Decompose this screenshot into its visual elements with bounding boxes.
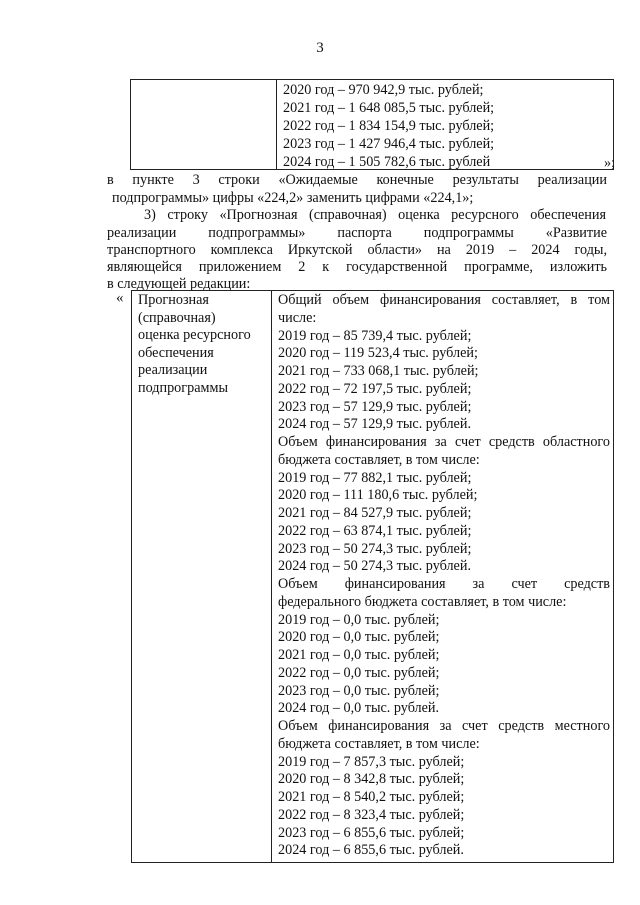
top-table-lines (283, 81, 494, 171)
row-label-line: подпрограммы (138, 379, 228, 396)
funding-line: 2021 год – 1 648 085,5 тыс. рублей; (283, 100, 495, 116)
details-line: 2022 год – 0,0 тыс. рублей; (278, 664, 440, 681)
closing-quote: »; (604, 155, 616, 171)
details-line: 2024 год – 57 129,9 тыс. рублей. (278, 416, 471, 433)
funding-table (131, 290, 614, 863)
details-line: 2020 год – 111 180,6 тыс. рублей; (278, 487, 478, 504)
opening-quote: « (116, 290, 124, 306)
page-number: 3 (316, 40, 324, 56)
details-line: Общий объем финансирования составляет, в том (278, 292, 610, 308)
details-line: 2023 год – 6 855,6 тыс. рублей; (278, 824, 465, 841)
details-line: 2023 год – 0,0 тыс. рублей; (278, 682, 440, 699)
details-line: Объем финансирования за счет средств (278, 576, 610, 592)
row-label-line: обеспечения (138, 344, 214, 361)
paragraph-line: подпрограммы» цифры «224,2» заменить цифрами «224,1»; (112, 190, 474, 206)
details-line: 2022 год – 72 197,5 тыс. рублей; (278, 380, 472, 397)
details-line: 2023 год – 50 274,3 тыс. рублей; (278, 540, 472, 557)
row-label-line: (справочная) (138, 309, 216, 326)
details-line: Объем финансирования за счет средств местного (278, 718, 610, 734)
details-line: бюджета составляет, в том числе: (278, 735, 480, 752)
details-line: 2021 год – 733 068,1 тыс. рублей; (278, 363, 479, 379)
row-label-line: реализации (138, 362, 208, 379)
row-label-line: оценка ресурсного (138, 327, 251, 344)
details-line: 2022 год – 8 323,4 тыс. рублей; (278, 806, 465, 823)
row-label (138, 292, 266, 398)
funding-details (278, 292, 610, 860)
paragraph-line: являющейся приложением 2 к государственной программе, изложить (107, 259, 607, 275)
details-line: 2024 год – 50 274,3 тыс. рублей. (278, 558, 471, 575)
details-line: 2020 год – 8 342,8 тыс. рублей; (278, 771, 465, 788)
details-line: 2019 год – 0,0 тыс. рублей; (278, 611, 440, 628)
details-line: 2024 год – 6 855,6 тыс. рублей. (278, 842, 464, 859)
column-divider (271, 291, 272, 862)
details-line: 2021 год – 84 527,9 тыс. рублей; (278, 505, 472, 521)
row-label-line: Прогнозная (138, 292, 209, 308)
paragraph-line: транспортного комплекса Иркутской области» на 2019 – 2024 годы, (107, 242, 607, 258)
column-divider (276, 80, 277, 169)
details-line: 2020 год – 119 523,4 тыс. рублей; (278, 345, 478, 362)
details-line: 2019 год – 85 739,4 тыс. рублей; (278, 327, 472, 344)
details-line: федерального бюджета составляет, в том числе: (278, 593, 567, 610)
details-line: Объем финансирования за счет средств областного (278, 434, 610, 450)
details-line: 2023 год – 57 129,9 тыс. рублей; (278, 398, 472, 415)
details-line: 2020 год – 0,0 тыс. рублей; (278, 629, 440, 646)
top-table (130, 79, 614, 170)
paragraph-line: в следующей редакции: (107, 276, 251, 292)
details-line: 2019 год – 77 882,1 тыс. рублей; (278, 469, 472, 486)
details-line: 2021 год – 0,0 тыс. рублей; (278, 647, 440, 663)
funding-line: 2022 год – 1 834 154,9 тыс. рублей; (283, 118, 495, 134)
paragraph-line: в пункте 3 строки «Ожидаемые конечные результаты реализации (107, 172, 607, 188)
details-line: бюджета составляет, в том числе: (278, 451, 480, 468)
details-line: числе: (278, 309, 317, 326)
funding-line: 2020 год – 970 942,9 тыс. рублей; (283, 82, 484, 98)
details-line: 2022 год – 63 874,1 тыс. рублей; (278, 522, 472, 539)
funding-line: 2024 год – 1 505 782,6 тыс. рублей (283, 154, 491, 170)
funding-line: 2023 год – 1 427 946,4 тыс. рублей; (283, 136, 495, 152)
details-line: 2021 год – 8 540,2 тыс. рублей; (278, 789, 465, 805)
paragraph-line: реализации подпрограммы» паспорта подпрограммы «Развитие (107, 225, 607, 241)
details-line: 2024 год – 0,0 тыс. рублей. (278, 700, 440, 717)
paragraph-line: 3) строку «Прогнозная (справочная) оценка ресурсного обеспечения (144, 207, 606, 223)
details-line: 2019 год – 7 857,3 тыс. рублей; (278, 753, 465, 770)
